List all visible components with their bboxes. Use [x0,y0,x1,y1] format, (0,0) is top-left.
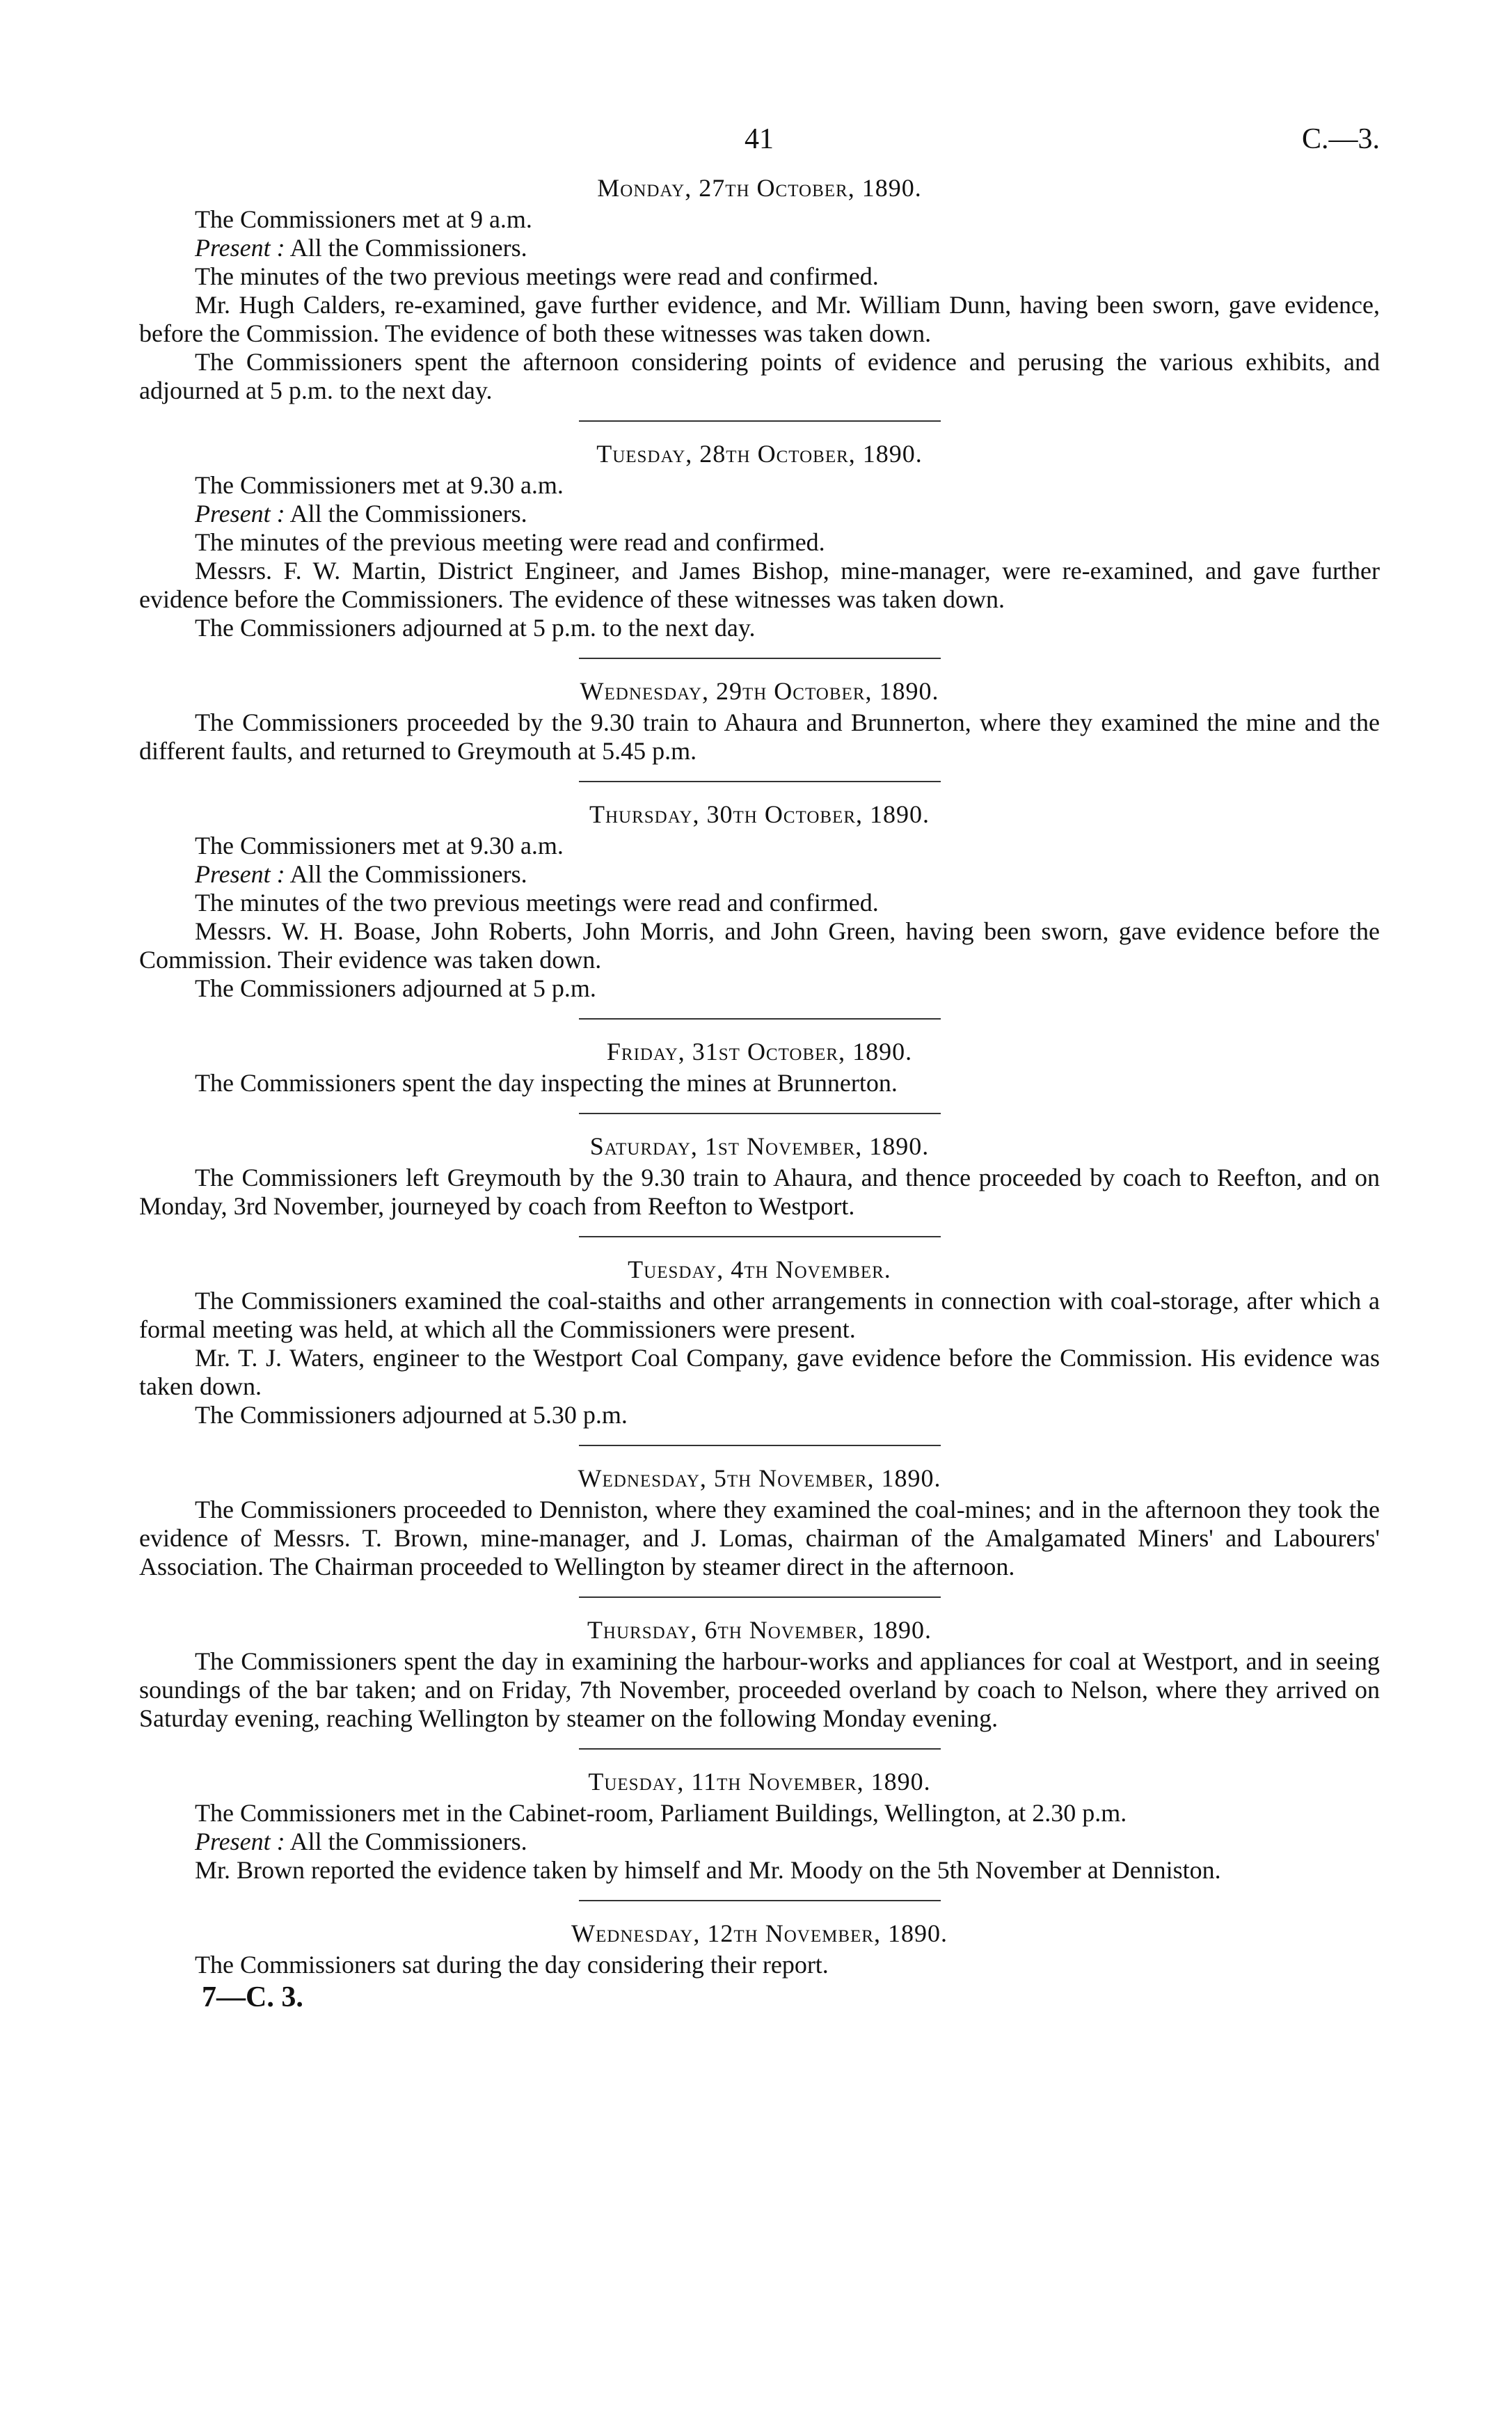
section-divider [579,1113,941,1114]
minutes-entry [139,1768,1380,1885]
present-text: All the Commissioners. [289,500,527,528]
present-label: Present : [195,1828,285,1855]
entry-paragraph: The Commissioners met in the Cabinet-room, Parliament Buildings, Wellington, at 2.30 p.m. [195,1799,1127,1827]
present-paragraph [139,500,1380,528]
section-divider [579,1748,941,1750]
entry-paragraph: The Commissioners spent the day inspecting the mines at Brunnerton. [195,1069,898,1097]
present-text: All the Commissioners. [289,234,527,262]
section-divider [579,1018,941,1020]
minutes-entry [139,1038,1380,1097]
entry-date: Thursday, 6th November, 1890. [587,1616,932,1644]
entry-date: Wednesday, 29th October, 1890. [580,677,939,705]
entry-paragraph: The Commissioners proceeded by the 9.30 train to Ahaura and Brunnerton, where they examined the mine and the different faults, and returned to Greymouth at 5.45 p.m. [139,708,1380,765]
minutes-entry [139,440,1380,642]
document-reference: C.—3. [1301,123,1380,155]
entry-date: Friday, 31st October, 1890. [606,1038,913,1065]
section-divider [579,1236,941,1237]
minutes-entry [139,1464,1380,1581]
minutes-entry [139,1132,1380,1221]
signature-mark: 7—C. 3. [202,1981,303,2013]
entry-date: Tuesday, 11th November, 1890. [588,1768,931,1796]
entry-date: Wednesday, 5th November, 1890. [578,1464,941,1492]
minutes-entry [139,677,1380,766]
present-label: Present : [195,234,285,262]
section-divider [579,658,941,659]
entry-paragraph: The Commissioners sat during the day considering their report. [195,1951,829,1979]
entry-paragraph: The Commissioners proceeded to Denniston, where they examined the coal-mines; and in the afternoon they took the evidence of Messrs. T. Brown, mine-manager, and J. Lomas, chairman of the Amalgamated Miners' and Labourers' Association. The Chairman proceeded to Wellington by steamer direct in the afternoon. [139,1496,1380,1580]
entry-paragraph: The Commissioners met at 9.30 a.m. [195,832,564,859]
present-text: All the Commissioners. [289,860,527,888]
entry-paragraph: Mr. Brown reported the evidence taken by himself and Mr. Moody on the 5th November at Denniston. [195,1856,1221,1884]
entry-paragraph: Mr. Hugh Calders, re-examined, gave further evidence, and Mr. William Dunn, having been sworn, gave evidence, before the Commission. The evidence of both these witnesses was taken down. [139,291,1380,347]
minutes-entry [139,800,1380,1003]
section-divider [579,1596,941,1598]
entry-paragraph: The Commissioners spent the day in examining the harbour-works and appliances for coal at Westport, and in seeing soundings of the bar taken; and on Friday, 7th November, proceeded overland by coach to Nelson, where they arrived on Saturday evening, reaching Wellington by steamer on the following Monday evening. [139,1647,1380,1732]
entry-date: Monday, 27th October, 1890. [597,174,922,202]
entry-date: Thursday, 30th October, 1890. [589,800,930,828]
entry-date: Tuesday, 28th October, 1890. [596,440,923,468]
section-divider [579,1445,941,1446]
entry-paragraph: The Commissioners adjourned at 5 p.m. to the next day. [195,614,756,642]
present-label: Present : [195,860,285,888]
section-divider [579,1900,941,1901]
entry-paragraph: The Commissioners adjourned at 5.30 p.m. [195,1401,628,1429]
entry-date: Saturday, 1st November, 1890. [589,1132,930,1160]
page-header [139,111,1380,174]
entry-paragraph: The Commissioners left Greymouth by the 9.30 train to Ahaura, and thence proceeded by coach to Reefton, and on Monday, 3rd November, journeyed by coach from Reefton to Westport. [139,1164,1380,1220]
present-paragraph [139,1828,1380,1856]
section-divider [579,420,941,422]
entry-paragraph: Messrs. F. W. Martin, District Engineer, and James Bishop, mine-manager, were re-examined, and gave further evidence before the Commissioners. The evidence of these witnesses was taken down. [139,557,1380,613]
entry-date: Wednesday, 12th November, 1890. [571,1919,948,1947]
present-paragraph [139,234,1380,262]
minutes-entry [139,1919,1380,1979]
entry-paragraph: The minutes of the two previous meetings were read and confirmed. [195,262,879,290]
present-paragraph [139,860,1380,889]
entry-paragraph: Mr. T. J. Waters, engineer to the Westport Coal Company, gave evidence before the Commission. His evidence was taken down. [139,1344,1380,1400]
entry-paragraph: The Commissioners met at 9.30 a.m. [195,471,564,499]
entry-paragraph: The Commissioners met at 9 a.m. [195,205,532,233]
entry-paragraph: Messrs. W. H. Boase, John Roberts, John Morris, and John Green, having been sworn, gave evidence before the Commission. Their evidence was taken down. [139,917,1380,974]
entry-paragraph: The Commissioners spent the afternoon considering points of evidence and perusing the various exhibits, and adjourned at 5 p.m. to the next day. [139,348,1380,404]
minutes-entry [139,1255,1380,1429]
minutes-entry [139,174,1380,405]
present-label: Present : [195,500,285,528]
entry-paragraph: The Commissioners examined the coal-staiths and other arrangements in connection with coal-storage, after which a formal meeting was held, at which all the Commissioners were present. [139,1287,1380,1343]
entry-date: Tuesday, 4th November. [628,1255,891,1283]
page-number: 41 [745,123,774,155]
minutes-entry [139,1616,1380,1733]
entry-paragraph: The minutes of the two previous meetings were read and confirmed. [195,889,879,917]
entry-paragraph: The minutes of the previous meeting were read and confirmed. [195,528,825,556]
section-divider [579,781,941,782]
present-text: All the Commissioners. [289,1828,527,1855]
entry-paragraph: The Commissioners adjourned at 5 p.m. [195,974,596,1002]
